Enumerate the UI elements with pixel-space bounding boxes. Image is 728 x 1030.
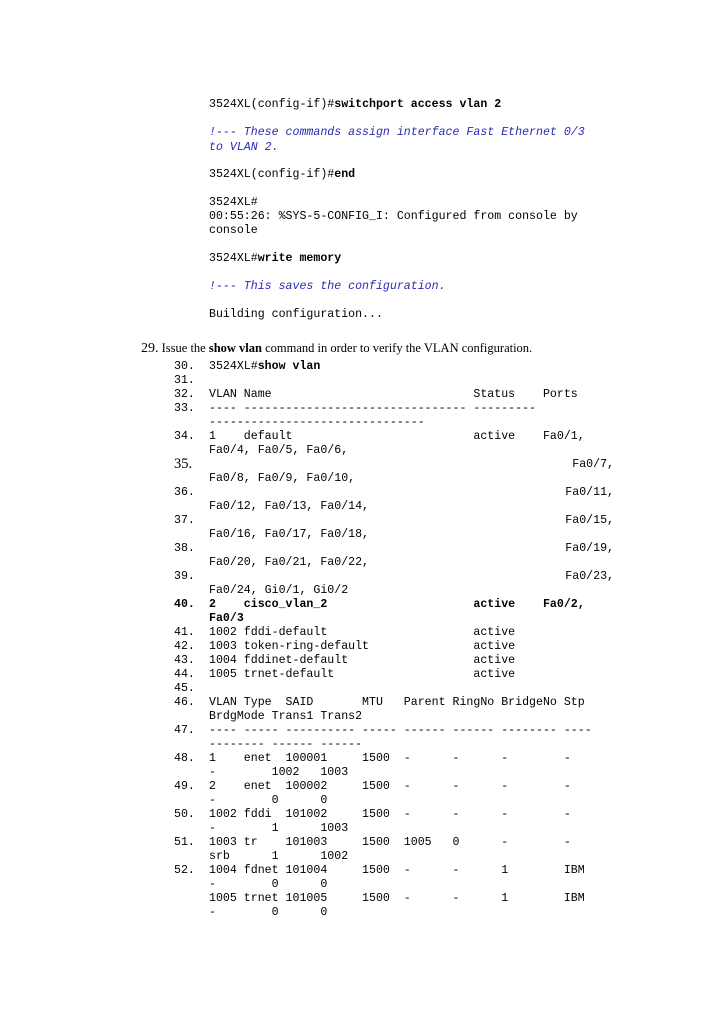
line-wrap: srb 1 1002 xyxy=(209,850,349,863)
line-number: 46. xyxy=(174,696,195,709)
prompt: 3524XL# xyxy=(209,252,258,265)
line-wrap: - 1002 1003 xyxy=(209,766,349,779)
line-number: 40. xyxy=(174,598,195,611)
line-wrap: Fa0/24, Gi0/1, Gi0/2 xyxy=(209,584,349,597)
line-text: 1 default active Fa0/1, xyxy=(209,430,585,443)
line-text: 1004 fddinet-default active xyxy=(209,654,516,667)
cli-line: Building configuration... xyxy=(209,308,383,321)
line-text: 1005 trnet 101005 1500 - - 1 IBM xyxy=(209,892,585,905)
line-text: 3524XL#show vlan xyxy=(209,360,321,373)
line-text-right: Fa0/19, xyxy=(565,542,614,555)
cli-line: 00:55:26: %SYS-5-CONFIG_I: Configured from console by xyxy=(209,210,578,223)
line-number: 36. xyxy=(174,486,195,499)
step-29 xyxy=(141,341,532,357)
step-text-post: command in order to verify the VLAN configuration. xyxy=(265,341,533,355)
cli-line xyxy=(209,252,341,266)
command: write memory xyxy=(257,252,342,265)
line-number: 49. xyxy=(174,780,195,793)
line-number: 31. xyxy=(174,374,195,387)
prompt: 3524XL(config-if)# xyxy=(209,168,335,181)
line-number: 32. xyxy=(174,388,195,401)
line-wrap: Fa0/4, Fa0/5, Fa0/6, xyxy=(209,444,349,457)
step-number: 29. xyxy=(141,341,159,356)
line-wrap: - 0 0 xyxy=(209,794,328,807)
line-wrap: -------- ------ ------ xyxy=(209,738,363,751)
line-number: 30. xyxy=(174,360,195,373)
line-text-right: Fa0/11, xyxy=(565,486,614,499)
line-text: 1004 fdnet 101004 1500 - - 1 IBM xyxy=(209,864,585,877)
line-wrap: Fa0/8, Fa0/9, Fa0/10, xyxy=(209,472,356,485)
line-text: 2 cisco_vlan_2 active Fa0/2, xyxy=(209,598,585,611)
line-text: VLAN Type SAID MTU Parent RingNo BridgeNo Stp xyxy=(209,696,585,709)
line-number: 45. xyxy=(174,682,195,695)
line-text: 1003 token-ring-default active xyxy=(209,640,516,653)
line-text: 1002 fddi 101002 1500 - - - - xyxy=(209,808,571,821)
step-text-pre: Issue the xyxy=(161,341,206,355)
line-wrap: Fa0/16, Fa0/17, Fa0/18, xyxy=(209,528,370,541)
line-text: 1003 tr 101003 1500 1005 0 - - xyxy=(209,836,571,849)
prompt: 3524XL(config-if)# xyxy=(209,98,335,111)
command: switchport access vlan 2 xyxy=(334,98,502,111)
line-wrap: BrdgMode Trans1 Trans2 xyxy=(209,710,363,723)
line-text-right: Fa0/15, xyxy=(565,514,614,527)
line-text-right: Fa0/23, xyxy=(565,570,614,583)
comment-line: !--- These commands assign interface Fast Ethernet 0/3 xyxy=(209,126,585,139)
line-number: 41. xyxy=(174,626,195,639)
step-command: show vlan xyxy=(208,341,262,355)
line-text: ---- -------------------------------- --------- xyxy=(209,402,536,415)
line-number: 48. xyxy=(174,752,195,765)
line-number: 37. xyxy=(174,514,195,527)
cli-line xyxy=(209,98,501,112)
line-number: 47. xyxy=(174,724,195,737)
line-number: 34. xyxy=(174,430,195,443)
line-text: 1005 trnet-default active xyxy=(209,668,516,681)
command: end xyxy=(334,168,356,181)
command: show vlan xyxy=(257,360,321,373)
cli-line xyxy=(209,168,355,182)
line-text: VLAN Name Status Ports xyxy=(209,388,578,401)
line-wrap: Fa0/12, Fa0/13, Fa0/14, xyxy=(209,500,370,513)
line-wrap: - 0 0 xyxy=(209,878,328,891)
cli-line: console xyxy=(209,224,258,237)
line-number: 44. xyxy=(174,668,195,681)
line-text: 2 enet 100002 1500 - - - - xyxy=(209,780,571,793)
line-number: 35. xyxy=(174,456,193,472)
line-number: 39. xyxy=(174,570,195,583)
line-text-right: Fa0/7, xyxy=(572,458,614,471)
comment-line: !--- This saves the configuration. xyxy=(209,280,446,293)
line-number: 38. xyxy=(174,542,195,555)
line-wrap: - 0 0 xyxy=(209,906,328,919)
line-wrap: - 1 1003 xyxy=(209,822,349,835)
line-text: 1 enet 100001 1500 - - - - xyxy=(209,752,571,765)
cli-line: 3524XL# xyxy=(209,196,258,209)
line-number: 51. xyxy=(174,836,195,849)
line-wrap: Fa0/20, Fa0/21, Fa0/22, xyxy=(209,556,370,569)
line-number: 50. xyxy=(174,808,195,821)
line-wrap: ------------------------------- xyxy=(209,416,425,429)
line-wrap: Fa0/3 xyxy=(209,612,244,625)
line-number: 33. xyxy=(174,402,195,415)
comment-line: to VLAN 2. xyxy=(209,141,279,154)
line-number: 42. xyxy=(174,640,195,653)
line-number: 52. xyxy=(174,864,195,877)
line-text: ---- ----- ---------- ----- ------ ------ -------- ---- xyxy=(209,724,592,737)
line-text: 1002 fddi-default active xyxy=(209,626,516,639)
line-number: 43. xyxy=(174,654,195,667)
